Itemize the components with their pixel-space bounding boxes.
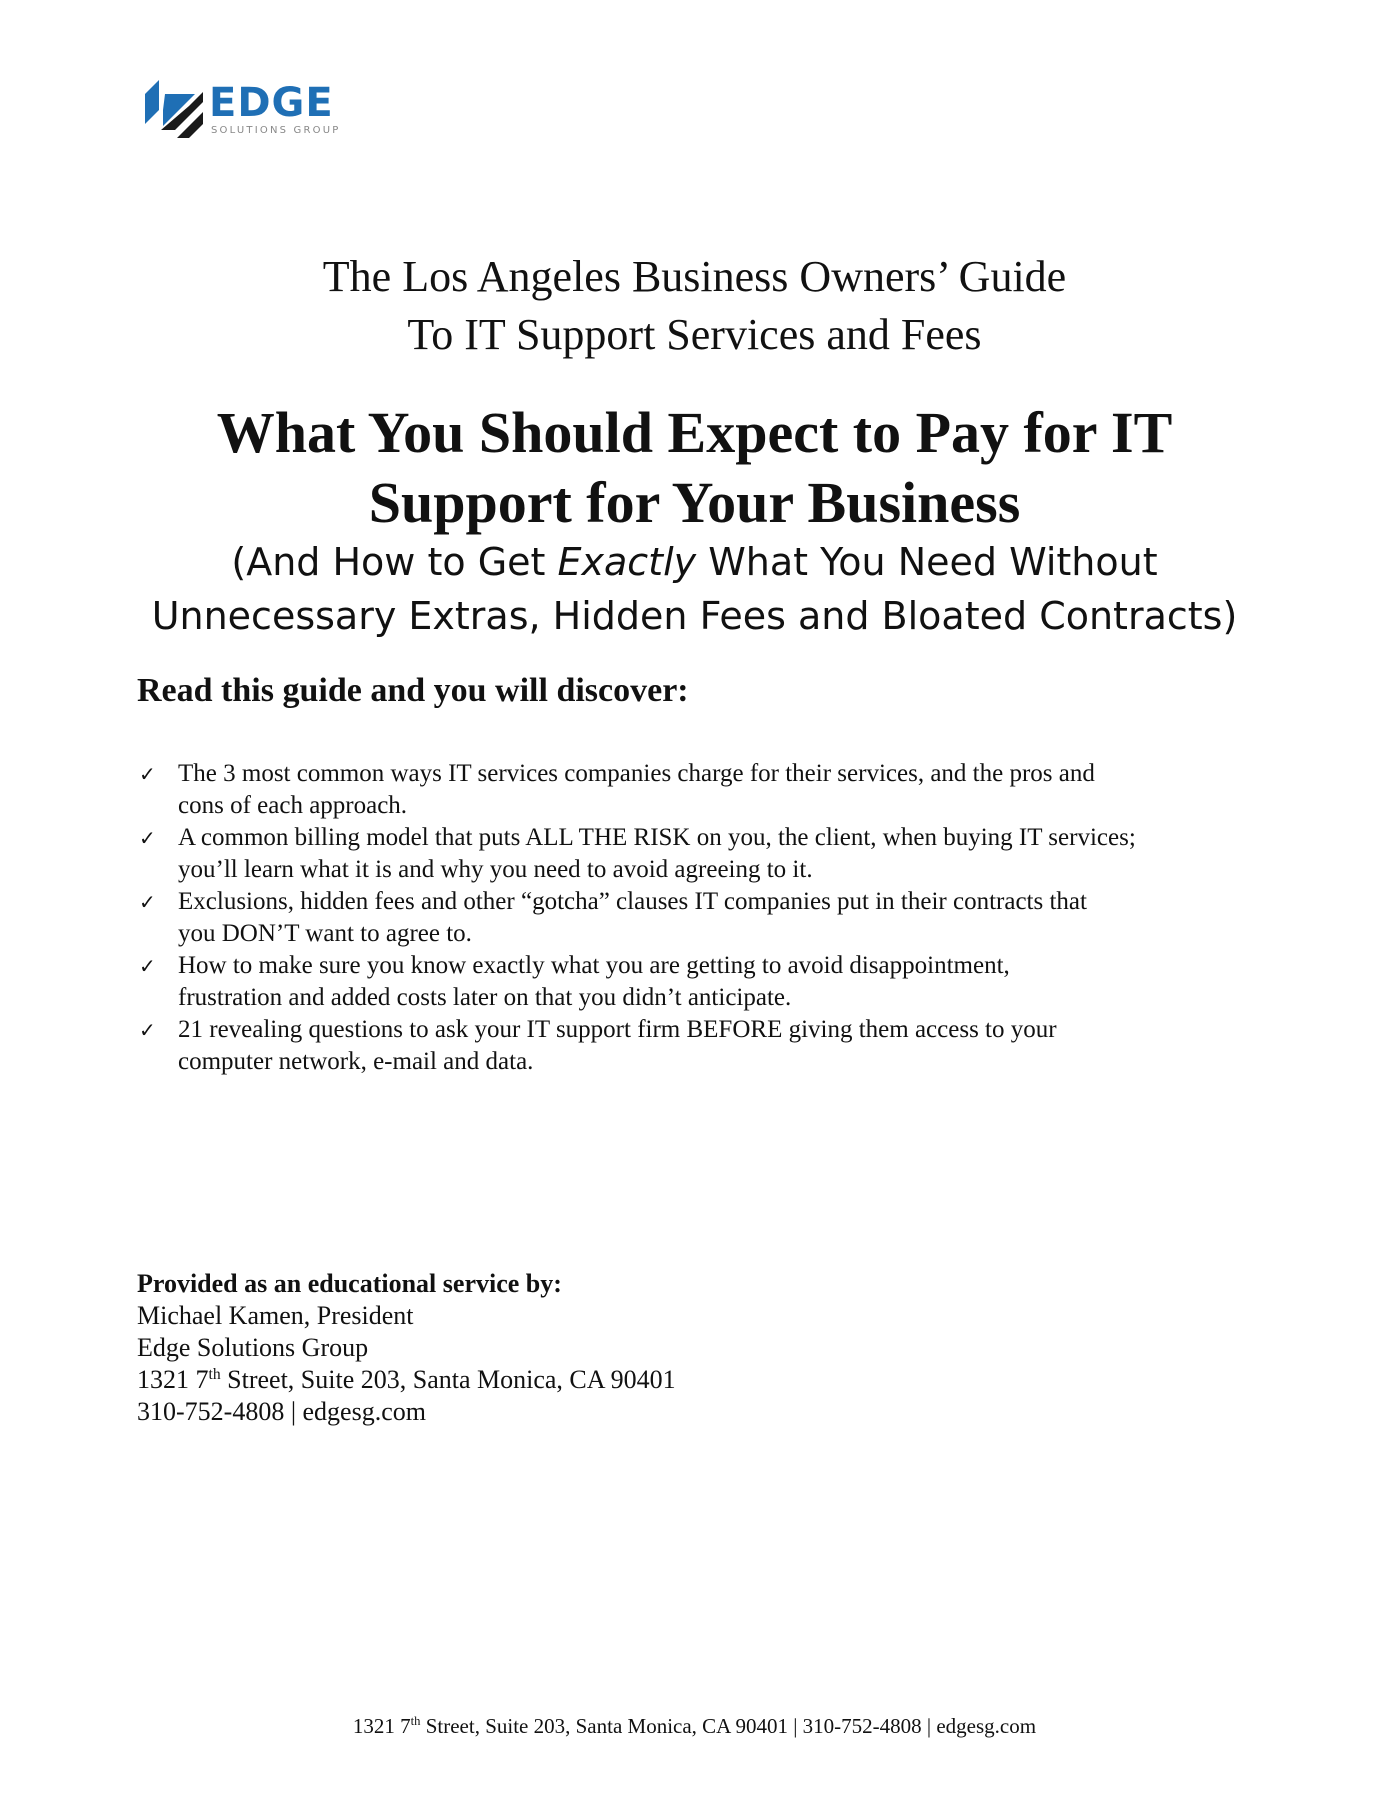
checkmark-icon: ✓ bbox=[139, 762, 156, 786]
page-footer bbox=[0, 1712, 1389, 1740]
list-item-line-1: A common billing model that puts ALL THE RISK on you, the client, when buying IT services; bbox=[178, 824, 1136, 851]
provider-contact: 310-752-4808 | edgesg.com bbox=[137, 1397, 426, 1426]
section-heading: Read this guide and you will discover: bbox=[137, 672, 689, 709]
edge-logo-icon bbox=[145, 80, 203, 138]
provider-name: Michael Kamen, President bbox=[137, 1301, 414, 1330]
list-item-line-2: cons of each approach. bbox=[178, 792, 408, 819]
checkmark-icon: ✓ bbox=[139, 890, 156, 914]
list-item-line-2: frustration and added costs later on that you didn’t anticipate. bbox=[178, 984, 792, 1011]
provider-address-ordinal: th bbox=[208, 1365, 221, 1383]
guide-title bbox=[0, 248, 1389, 364]
list-item bbox=[137, 950, 1257, 1014]
list-item-line-1: How to make sure you know exactly what you are getting to avoid disappointment, bbox=[178, 952, 1010, 979]
list-item bbox=[137, 822, 1257, 886]
subheadline-emphasis: Exactly bbox=[557, 540, 697, 584]
provider-label: Provided as an educational service by: bbox=[137, 1269, 562, 1298]
provider-company: Edge Solutions Group bbox=[137, 1333, 369, 1362]
logo-word: EDGE bbox=[209, 79, 334, 126]
subheadline-pre: (And How to Get bbox=[231, 540, 558, 584]
list-item-line-2: you DON’T want to agree to. bbox=[178, 920, 472, 947]
subheadline-line-2: Unnecessary Extras, Hidden Fees and Bloated Contracts) bbox=[151, 594, 1238, 638]
logo-subtitle: SOLUTIONS GROUP bbox=[211, 124, 341, 136]
subheadline-line-1 bbox=[0, 535, 1389, 589]
footer-address-rest: Street, Suite 203, Santa Monica, CA 90401 | 310-752-4808 | edgesg.com bbox=[420, 1714, 1037, 1738]
benefit-list bbox=[137, 758, 1257, 1078]
provider-address-rest: Street, Suite 203, Santa Monica, CA 90401 bbox=[220, 1365, 676, 1394]
subheadline-post: What You Need Without bbox=[696, 540, 1158, 584]
headline-line-1: What You Should Expect to Pay for IT bbox=[216, 400, 1173, 465]
list-item-line-1: 21 revealing questions to ask your IT support firm BEFORE giving them access to your bbox=[178, 1016, 1057, 1043]
provider-block bbox=[137, 1268, 676, 1428]
company-logo bbox=[145, 80, 340, 138]
headline-line-2: Support for Your Business bbox=[368, 470, 1021, 535]
list-item bbox=[137, 1014, 1257, 1078]
list-item-line-1: The 3 most common ways IT services companies charge for their services, and the pros and bbox=[178, 760, 1095, 787]
list-item-line-2: computer network, e-mail and data. bbox=[178, 1048, 534, 1075]
headline bbox=[0, 398, 1389, 538]
provider-address bbox=[137, 1364, 676, 1396]
provider-address-number: 1321 7 bbox=[137, 1365, 209, 1394]
checkmark-icon: ✓ bbox=[139, 1018, 156, 1042]
list-item bbox=[137, 758, 1257, 822]
list-item bbox=[137, 886, 1257, 950]
list-item-line-2: you’ll learn what it is and why you need to avoid agreeing to it. bbox=[178, 856, 813, 883]
list-item-line-1: Exclusions, hidden fees and other “gotcha” clauses IT companies put in their contracts that bbox=[178, 888, 1087, 915]
guide-title-line-1: The Los Angeles Business Owners’ Guide bbox=[322, 252, 1067, 301]
checkmark-icon: ✓ bbox=[139, 954, 156, 978]
footer-address-ordinal: th bbox=[410, 1714, 421, 1729]
footer-address-number: 1321 7 bbox=[352, 1714, 411, 1738]
subheadline bbox=[0, 535, 1389, 643]
guide-title-line-2: To IT Support Services and Fees bbox=[407, 310, 982, 359]
checkmark-icon: ✓ bbox=[139, 826, 156, 850]
